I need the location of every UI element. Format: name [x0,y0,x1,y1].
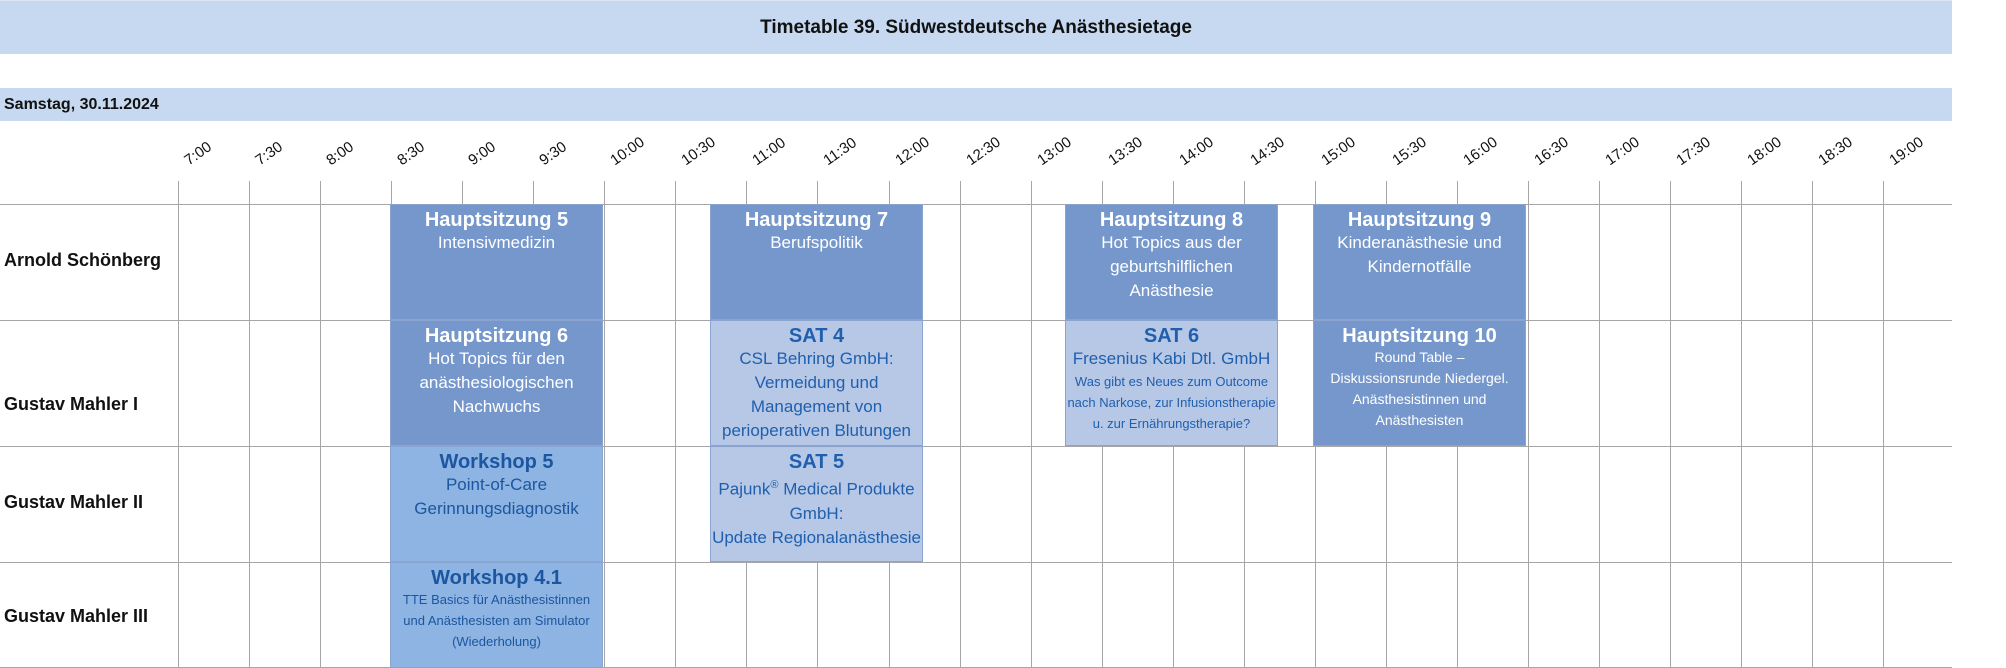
session-title: Hauptsitzung 10 [1342,325,1497,347]
session-title: Hauptsitzung 7 [744,209,889,231]
session-line: nach Narkose, zur Infusionstherapie [1067,395,1276,410]
session-line: Hot Topics für den [428,349,565,368]
session-line: Fresenius Kabi Dtl. GmbH [1072,349,1271,368]
session-line: Anästhesisten [1375,412,1464,428]
page-title: Timetable 39. Südwestdeutsche Anästhesietage [760,16,1192,38]
time-label: 13:00 [1034,133,1075,169]
grid-vline [1528,181,1529,668]
grid-vline [1883,181,1884,668]
time-label: 16:30 [1531,133,1572,169]
time-label: 17:30 [1673,133,1714,169]
session-title: Hauptsitzung 5 [424,209,569,231]
session-hauptsitzung-7[interactable] [710,204,923,320]
time-label: 12:00 [892,133,933,169]
session-line: Point-of-Care [445,475,548,494]
session-line: (Wiederholung) [452,634,541,649]
session-line: Round Table – [1374,349,1465,365]
session-line: TTE Basics für Anästhesistinnen [402,592,591,607]
grid-hline [0,204,1952,205]
time-label: 7:00 [181,138,215,169]
session-line: Berufspolitik [770,233,863,252]
session-title: Workshop 5 [439,451,554,473]
time-label: 18:30 [1815,133,1856,169]
grid-vline [249,181,250,668]
time-label: 16:00 [1460,133,1501,169]
session-line: Hot Topics aus der [1101,233,1242,252]
session-sat-4[interactable] [710,320,923,446]
session-line: Gerinnungsdiagnostik [414,499,579,518]
session-line: u. zur Ernährungstherapie? [1092,416,1251,431]
session-title: SAT 4 [788,325,845,347]
time-label: 9:00 [465,138,499,169]
time-label: 17:00 [1602,133,1643,169]
session-line [718,473,914,502]
session-line: Diskussionsrunde Niedergel. [1330,370,1509,386]
time-label: 15:00 [1318,133,1359,169]
session-sat-5[interactable] [710,446,923,562]
session-line: Was gibt es Neues zum Outcome [1074,374,1269,389]
grid-vline [1670,181,1671,668]
session-hauptsitzung-5[interactable] [390,204,603,320]
time-label: 14:30 [1247,133,1288,169]
grid-vline [1741,181,1742,668]
session-hauptsitzung-10[interactable] [1313,320,1526,446]
session-title: SAT 6 [1143,325,1200,347]
grid-vline [960,181,961,668]
time-label: 7:30 [252,138,286,169]
session-line: Kinderanästhesie und [1337,233,1502,252]
session-workshop-4-1[interactable] [390,562,603,668]
time-label: 18:00 [1744,133,1785,169]
session-line: Nachwuchs [452,397,541,416]
session-hauptsitzung-9[interactable] [1313,204,1526,320]
time-label: 11:30 [820,134,860,169]
registered-mark: ® [770,479,779,491]
session-text: Medical Produkte [778,479,915,499]
session-workshop-5[interactable] [390,446,603,562]
grid-vline [1031,181,1032,668]
time-label: 12:30 [963,133,1004,169]
room-label-arnold-schoenberg: Arnold Schönberg [4,250,161,270]
time-label: 14:00 [1176,133,1217,169]
time-label: 8:00 [323,138,357,169]
time-label: 10:30 [678,133,719,169]
session-title: Hauptsitzung 8 [1099,209,1244,231]
time-label: 10:00 [607,133,648,169]
day-label: Samstag, 30.11.2024 [4,95,159,113]
room-label-gustav-mahler-1: Gustav Mahler I [4,394,139,414]
time-label: 9:30 [536,138,570,169]
session-sat-6[interactable] [1065,320,1278,446]
session-line: perioperativen Blutungen [721,421,912,440]
session-line: Update Regionalanästhesie [712,527,921,547]
session-title: Hauptsitzung 6 [424,325,569,347]
grid-vline [320,181,321,668]
grid-hline [0,562,1952,563]
time-label: 19:00 [1886,133,1927,169]
session-hauptsitzung-6[interactable] [390,320,603,446]
time-label: 8:30 [394,138,428,169]
time-label: 15:30 [1389,133,1430,169]
session-line: Intensivmedizin [437,233,556,252]
session-line: Vermeidung und [754,373,879,392]
session-line: GmbH: [789,503,844,523]
grid-hline [0,446,1952,447]
grid-hline [0,320,1952,321]
session-line: und Anästhesisten am Simulator [403,613,590,628]
session-line: Kindernotfälle [1367,257,1472,276]
session-line: CSL Behring GmbH: [739,349,894,368]
session-title: Workshop 4.1 [431,567,562,589]
session-title: SAT 5 [788,451,845,473]
session-line: Management von [750,397,883,416]
session-line: geburtshilflichen [1110,257,1233,276]
room-label-gustav-mahler-3: Gustav Mahler III [4,606,149,626]
time-label: 13:30 [1105,133,1146,169]
grid-vline [178,181,179,668]
session-line: anästhesiologischen [419,373,574,392]
session-line: Anästhesistinnen und [1352,391,1487,407]
grid-vline [675,181,676,668]
session-title: Hauptsitzung 9 [1347,209,1492,231]
time-label: 11:00 [749,134,789,169]
grid-vline [1599,181,1600,668]
grid-vline [604,181,605,668]
session-text: Pajunk [718,479,771,499]
room-label-gustav-mahler-2: Gustav Mahler II [4,492,144,512]
session-line: Anästhesie [1129,281,1214,300]
session-hauptsitzung-8[interactable] [1065,204,1278,320]
grid-vline [1812,181,1813,668]
